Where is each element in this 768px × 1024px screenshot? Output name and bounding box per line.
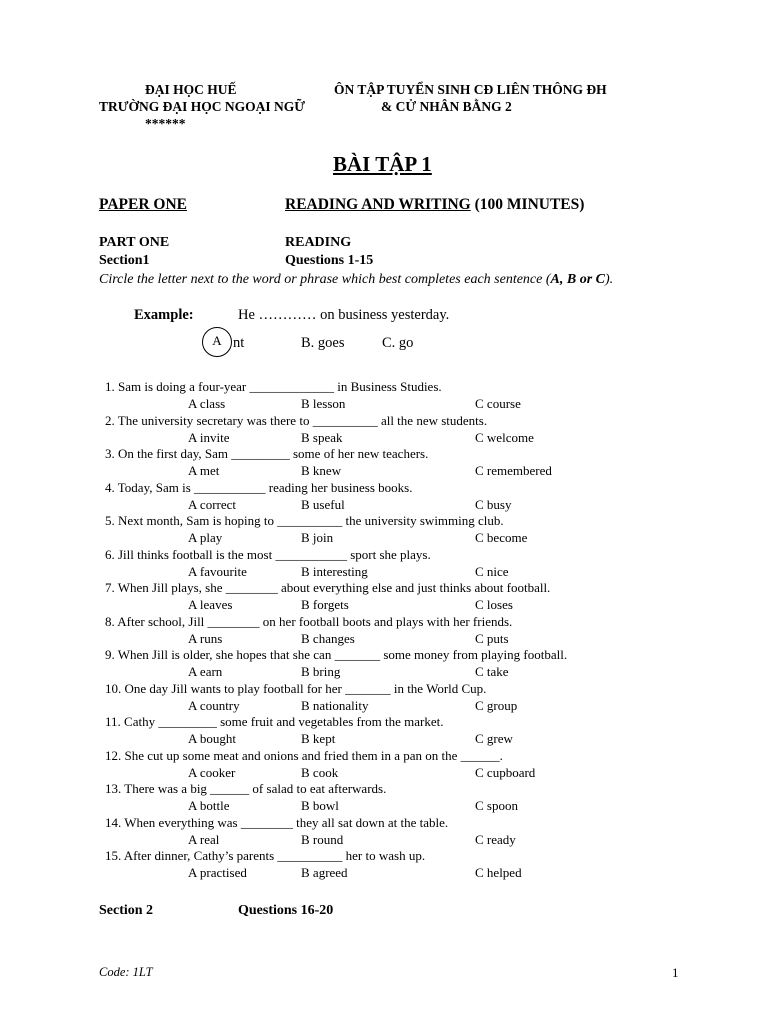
question-text: 11. Cathy _________ some fruit and vegetables from the market. (105, 714, 444, 729)
option-b: B bowl (301, 798, 339, 813)
option-b: B bring (301, 664, 341, 679)
paper-label: PAPER ONE (99, 196, 187, 213)
option-c: C spoon (475, 798, 518, 813)
option-a: A real (188, 831, 220, 847)
question-text: 14. When everything was ________ they all sat down at the table. (105, 814, 449, 830)
example-label: Example: (134, 307, 194, 323)
paper-name-underlined: READING AND WRITING (285, 196, 471, 213)
option-b: B cook (301, 764, 339, 780)
option-a: A practised (188, 865, 247, 880)
option-a: A cooker (188, 764, 236, 780)
option-c: C helped (475, 865, 522, 880)
option-c: C loses (475, 597, 513, 612)
footer-code: Code: 1LT (99, 965, 153, 979)
option-c: C course (475, 396, 521, 411)
section2-questions: Questions 16-20 (238, 903, 334, 918)
section2-label: Section 2 (99, 903, 154, 918)
question-text: 1. Sam is doing a four-year _____________ in Business Studies. (105, 379, 442, 394)
option-a: A bottle (188, 798, 230, 813)
option-a: A correct (188, 496, 237, 512)
paper-name (285, 196, 584, 214)
example-circled-answer (202, 327, 232, 357)
question-text: 10. One day Jill wants to play football for her _______ in the World Cup. (105, 680, 487, 696)
option-b: B join (301, 530, 334, 545)
option-a: A earn (188, 664, 223, 679)
section1-instruction (99, 271, 679, 289)
instruction-text: Circle the letter next to the word or phrase which best completes each sentence ( (99, 272, 551, 287)
option-b: B changes (301, 630, 355, 646)
option-a: A play (188, 530, 223, 545)
course-title: ÔN TẬP TUYỂN SINH CĐ LIÊN THÔNG ĐH (334, 82, 607, 97)
course-subtitle: & CỬ NHÂN BẰNG 2 (381, 99, 512, 114)
instruction-options: A, B or C (550, 272, 605, 287)
option-b: B lesson (301, 396, 346, 411)
question-text: 13. There was a big ______ of salad to eat afterwards. (105, 781, 387, 796)
option-a: A invite (188, 429, 230, 445)
question-text: 6. Jill thinks football is the most ___________ sport she plays. (105, 546, 431, 562)
question-text: 12. She cut up some meat and onions and fried them in a pan on the ______. (105, 747, 503, 763)
option-c: C nice (475, 563, 509, 579)
option-a: A runs (188, 630, 223, 646)
example-sentence: He ………… on business yesterday. (238, 307, 450, 323)
exercise-title: BÀI TẬP 1 (333, 152, 432, 176)
question-text: 4. Today, Sam is ___________ reading her business books. (105, 479, 413, 495)
part-label: PART ONE (99, 235, 170, 250)
option-c: C welcome (475, 429, 534, 445)
option-b: B kept (301, 731, 336, 746)
option-c: C become (475, 530, 528, 545)
option-b: B knew (301, 463, 342, 478)
example-option-c: C. go (382, 335, 414, 351)
option-a: A class (188, 396, 226, 411)
question-text: 9. When Jill is older, she hopes that she can _______ some money from playing football. (105, 647, 568, 662)
paper-duration: (100 MINUTES) (470, 196, 585, 213)
option-c: C puts (475, 630, 509, 646)
option-a: A leaves (188, 597, 233, 612)
option-c: C ready (475, 831, 516, 847)
question-text: 7. When Jill plays, she ________ about everything else and just thinks about football. (105, 580, 551, 595)
option-b: B useful (301, 496, 345, 512)
option-c: C remembered (475, 463, 552, 478)
option-c: C cupboard (475, 764, 536, 780)
question-text: 8. After school, Jill ________ on her football boots and plays with her friends. (105, 613, 513, 629)
option-a: A country (188, 697, 240, 713)
option-b: B round (301, 831, 344, 847)
question-text: 15. After dinner, Cathy’s parents __________ her to wash up. (105, 848, 426, 863)
faculty-name: TRƯỜNG ĐẠI HỌC NGOẠI NGỮ (99, 99, 306, 114)
option-a: A met (188, 463, 220, 478)
option-a: A bought (188, 731, 237, 746)
option-c: C take (475, 664, 509, 679)
option-c: C group (475, 697, 518, 713)
question-text: 5. Next month, Sam is hoping to __________ the university swimming club. (105, 513, 504, 528)
example-option-a: nt (233, 335, 245, 351)
page-number: 1 (672, 965, 679, 980)
example-option-b: B. goes (301, 335, 345, 351)
header-asterisks: ****** (145, 116, 186, 131)
section1-questions: Questions 1-15 (285, 253, 374, 268)
option-b: B speak (301, 429, 343, 445)
option-c: C grew (475, 731, 513, 746)
option-c: C busy (475, 496, 512, 512)
option-b: B forgets (301, 597, 349, 612)
question-text: 3. On the first day, Sam _________ some of her new teachers. (105, 446, 429, 461)
option-b: B agreed (301, 865, 348, 880)
question-text: 2. The university secretary was there to __________ all the new students. (105, 412, 488, 428)
university-name: ĐẠI HỌC HUẾ (145, 82, 237, 97)
section1-label: Section1 (99, 253, 150, 268)
option-b: B interesting (301, 563, 368, 579)
instruction-end: ). (604, 272, 614, 287)
part-name: READING (285, 235, 352, 250)
option-b: B nationality (301, 697, 369, 713)
circled-letter: A (212, 333, 222, 348)
option-a: A favourite (188, 563, 247, 579)
